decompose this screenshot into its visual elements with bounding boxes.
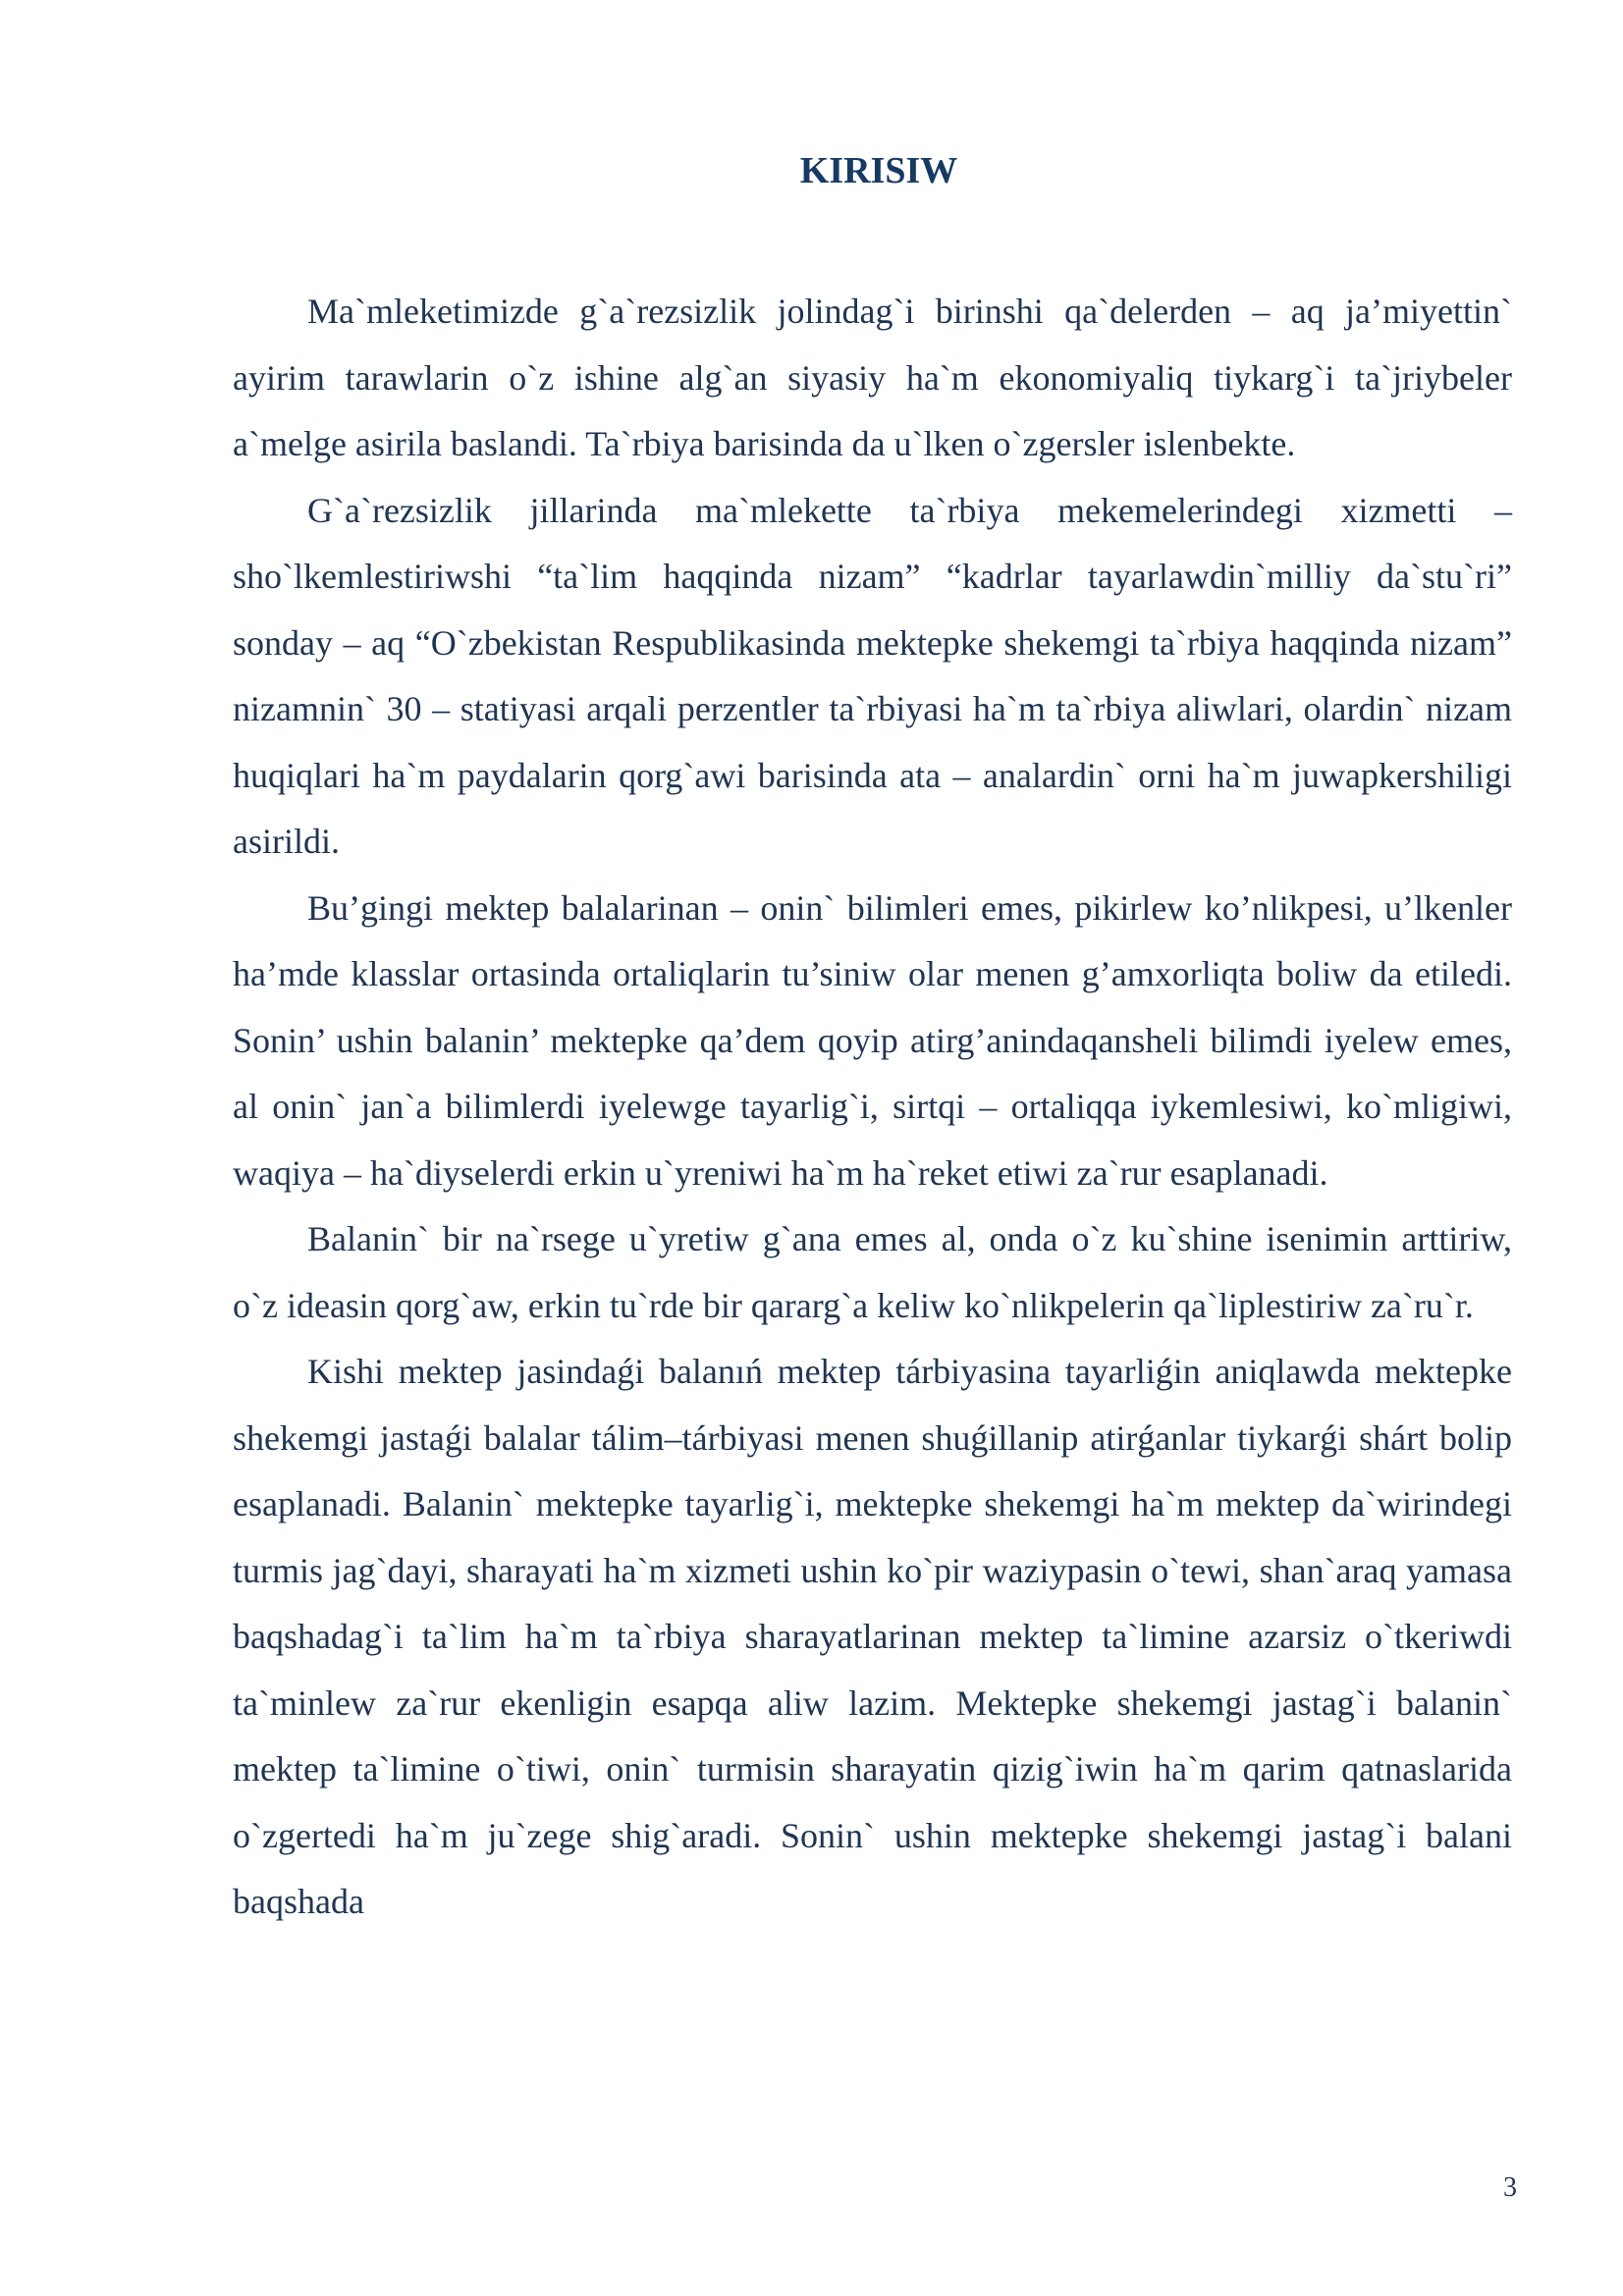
body-text bbox=[233, 279, 1512, 1936]
paragraph-3: Bu’gingi mektep balalarinan – onin` bilimleri emes, pikirlew ko’nlikpesi, u’lkenler ha’mde klasslar ortasinda ortaliqlarin tu’siniw olar menen g’amxorliqta boliw da etiledi. Sonin’ ushin balanin’ mektepke qa’dem qoyip atirg’anindaqansheli bilimdi iyelew emes, al onin` jan`a bilimlerdi iyelewge tayarlig`i, sirtqi – ortaliqqa iykemlesiwi, ko`mligiwi, waqiya – ha`diyselerdi erkin u`yreniwi ha`m ha`reket etiwi za`rur esaplanadi. bbox=[233, 887, 1512, 1193]
paragraph-1: Ma`mleketimizde g`a`rezsizlik jolindag`i birinshi qa`delerden – aq ja’miyettin` ayirim tarawlarin o`z ishine alg`an siyasiy ha`m ekonomiyaliq tiykarg`i ta`jriybeler a`melge asirila baslandi. Ta`rbiya barisinda da u`lken o`zgersler islenbekte. bbox=[233, 292, 1512, 463]
paragraph-2: G`a`rezsizlik jillarinda ma`mlekette ta`rbiya mekemelerindegi xizmetti – sho`lkemlestiriwshi “ta`lim haqqinda nizam” “kadrlar tayarlawdin`milliy da`stu`ri” sonday – aq “O`zbekistan Respublikasinda mektepke shekemgi ta`rbiya haqqinda nizam” nizamnin` 30 – statiyasi arqali perzentler ta`rbiyasi ha`m ta`rbiya aliwlari, olardin` nizam huqiqlari ha`m paydalarin qorg`awi barisinda ata – analardin` orni ha`m juwapkershiligi asirildi. bbox=[233, 490, 1512, 861]
paragraph-4: Balanin` bir na`rsege u`yretiw g`ana emes al, onda o`z ku`shine isenimin arttiriw, o`z ideasin qorg`aw, erkin tu`rde bir qararg`a keliw ko`nlikpelerin qa`liplestiriw za`ru`r. bbox=[233, 1219, 1512, 1325]
paragraph-5: Kishi mektep jasindaǵi balanıń mektep tárbiyasina tayarliǵin aniqlawda mektepke shekemgi jastaǵi balalar tálim–tárbiyasi menen shuǵillanip atirǵanlar tiykarǵi shárt bolip esaplanadi. Balanin` mektepke tayarlig`i, mektepke shekemgi ha`m mektep da`wirindegi turmis jag`dayi, sharayati ha`m xizmeti ushin ko`pir waziypasin o`tewi, shan`araq yamasa baqshadag`i ta`lim ha`m ta`rbiya sharayatlarinan mektep ta`limine azarsiz o`tkeriwdi ta`minlew za`rur ekenligin esapqa aliw lazim. Mektepke shekemgi jastag`i balanin` mektep ta`limine o`tiwi, onin` turmisin sharayatin qizig`iwin ha`m qarim qatnaslarida o`zgertedi ha`m ju`zege shig`aradi. Sonin` ushin mektepke shekemgi jastag`i balani baqshada bbox=[233, 1352, 1512, 1921]
page-title: KIRISIW bbox=[799, 150, 958, 191]
page-number: 3 bbox=[1503, 2172, 1517, 2203]
